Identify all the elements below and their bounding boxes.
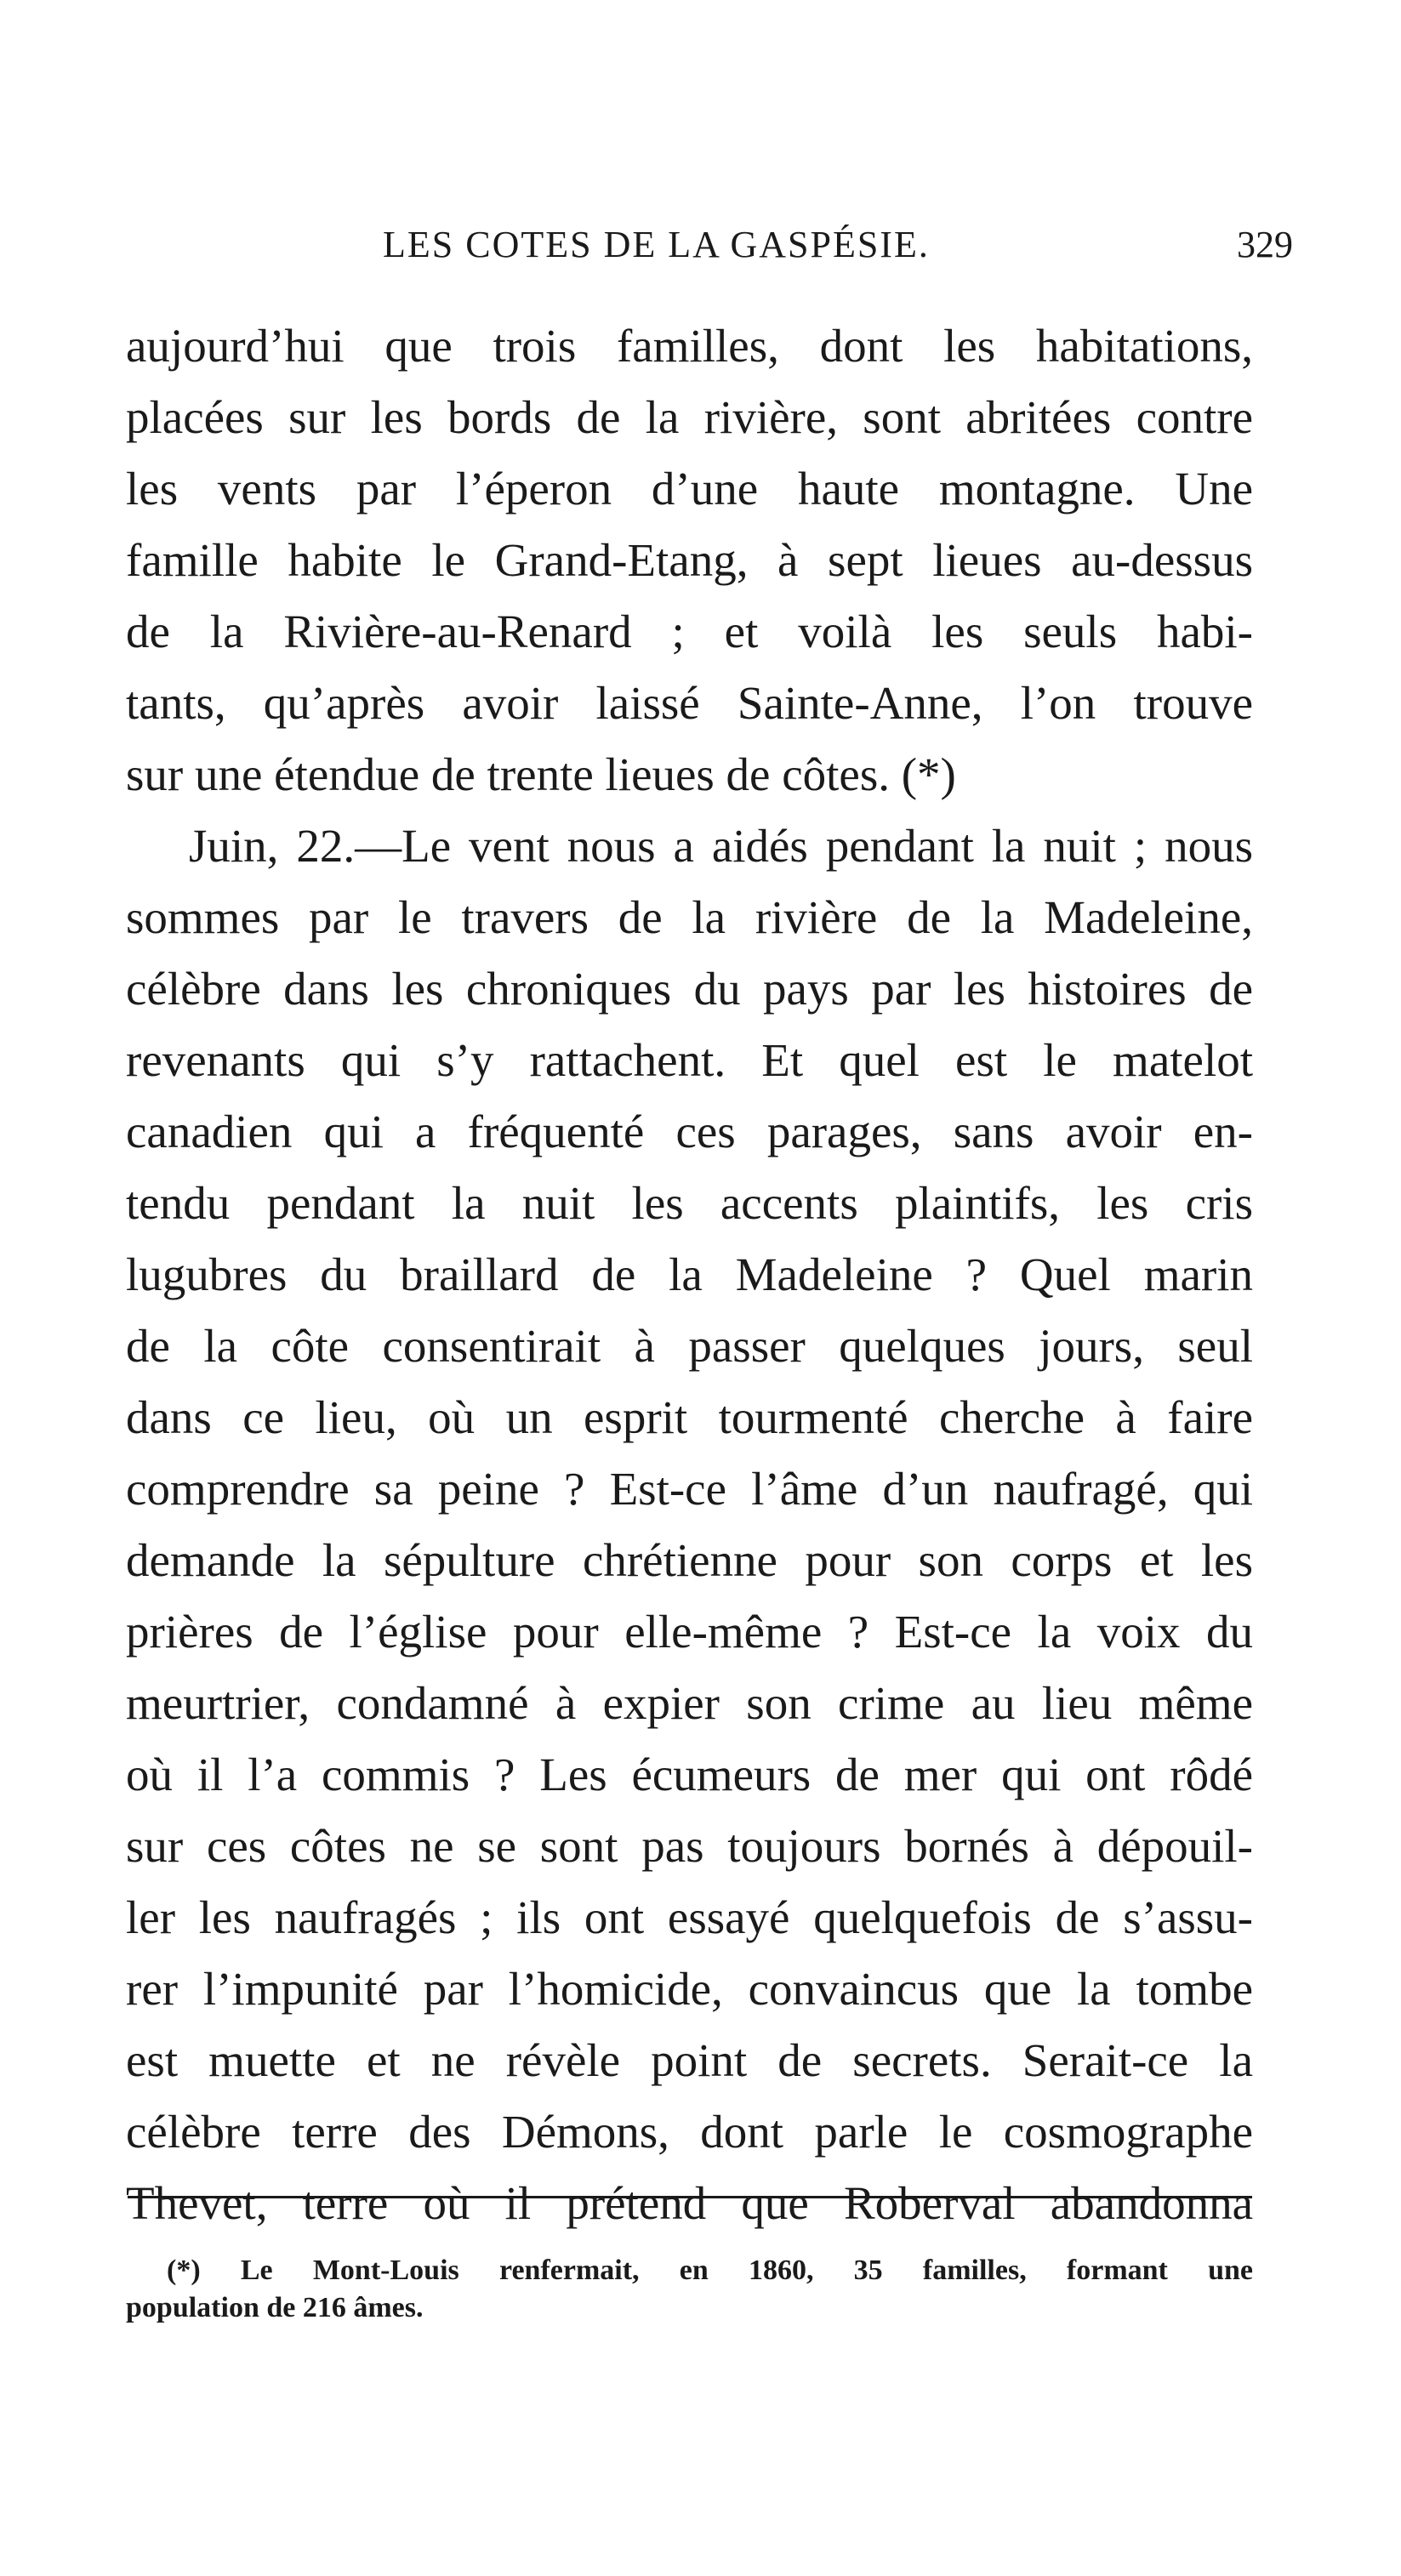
text-line: rer l’impunité par l’homicide, convaincus que la tombe (126, 1963, 1253, 2015)
text-line: célèbre terre des Démons, dont parle le cosmographe (126, 2106, 1253, 2158)
footnote-divider (128, 2196, 1252, 2198)
text-line: dans ce lieu, où un esprit tourmenté cherche à faire (126, 1391, 1253, 1443)
text-line: sur ces côtes ne se sont pas toujours bornés à dépouil- (126, 1820, 1253, 1872)
text-line: tendu pendant la nuit les accents plaintifs, les cris (126, 1177, 1253, 1229)
text-line: où il l’a commis ? Les écumeurs de mer qui ont rôdé (126, 1749, 1253, 1800)
text-line: Thevet, terre où il prétend que Roberval abandonna (126, 2177, 1253, 2229)
text-line: les vents par l’éperon d’une haute montagne. Une (126, 463, 1253, 515)
text-line: célèbre dans les chroniques du pays par les histoires de (126, 963, 1253, 1015)
text-line: demande la sépulture chrétienne pour son corps et les (126, 1534, 1253, 1586)
text-line: de la côte consentirait à passer quelques jours, seul (126, 1320, 1253, 1372)
text-line: sommes par le travers de la rivière de la Madeleine, (126, 891, 1253, 943)
footnote-line: (*) Le Mont-Louis renfermait, en 1860, 35 familles, formant une (167, 2255, 1253, 2286)
text-line: Juin, 22.—Le vent nous a aidés pendant la nuit ; nous (189, 820, 1253, 872)
text-line: est muette et ne révèle point de secrets. Serait-ce la (126, 2034, 1253, 2086)
text-line: lugubres du braillard de la Madeleine ? Quel marin (126, 1248, 1253, 1300)
text-line: placées sur les bords de la rivière, sont abritées contre (126, 391, 1253, 443)
text-line: comprendre sa peine ? Est-ce l’âme d’un naufragé, qui (126, 1463, 1253, 1515)
body-text (126, 310, 1253, 2239)
text-line: prières de l’église pour elle-même ? Est-ce la voix du (126, 1606, 1253, 1658)
text-line: revenants qui s’y rattachent. Et quel est le matelot (126, 1034, 1253, 1086)
text-line: sur une étendue de trente lieues de côtes. (*) (126, 748, 956, 800)
running-head (128, 223, 1293, 282)
text-line: tants, qu’après avoir laissé Sainte-Anne, l’on trouve (126, 677, 1253, 729)
footnote-line: population de 216 âmes. (126, 2292, 424, 2323)
text-line: meurtrier, condamné à expier son crime au lieu même (126, 1677, 1253, 1729)
text-line: de la Rivière-au-Renard ; et voilà les seuls habi- (126, 606, 1253, 657)
footnote (126, 2252, 1253, 2327)
running-title: LES COTES DE LA GASPÉSIE. (383, 224, 930, 265)
page-number: 329 (1237, 224, 1293, 265)
text-line: famille habite le Grand-Etang, à sept lieues au-dessus (126, 534, 1253, 586)
text-line: canadien qui a fréquenté ces parages, sans avoir en- (126, 1106, 1253, 1157)
text-line: ler les naufragés ; ils ont essayé quelquefois de s’assu- (126, 1891, 1253, 1943)
text-line: aujourd’hui que trois familles, dont les habitations, (126, 320, 1253, 372)
